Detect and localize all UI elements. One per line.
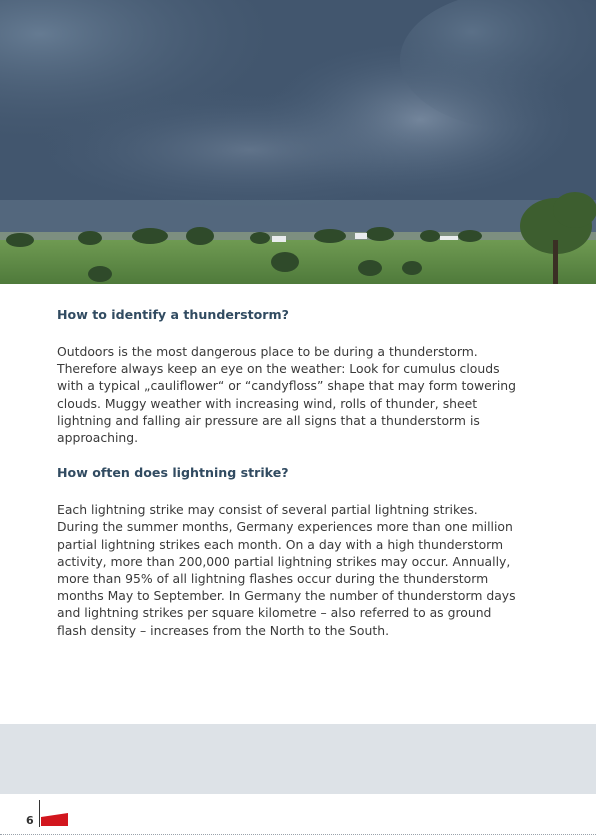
- footer-band: [0, 724, 596, 794]
- article-body: [57, 306, 517, 639]
- storm-landscape-illustration: [0, 0, 596, 284]
- page-bottom-divider: [0, 834, 596, 835]
- page-number: 6: [26, 814, 34, 827]
- dehn-logo-icon: [39, 800, 69, 827]
- brand-logo: [39, 800, 69, 827]
- section-paragraph-identify: Outdoors is the most dangerous place to be during a thunderstorm. Therefore always keep an eye on the weather: Look for cumulus clouds with a typical „cauliflower“ or “candyfloss” shape that may form towering clouds. Muggy weather with increasing wind, rolls of thunder, sheet lightning and falling air pressure are all signs that a thunderstorm is approaching.: [57, 344, 516, 446]
- section-heading-frequency: How often does lightning strike?: [57, 465, 289, 481]
- section-paragraph-frequency: Each lightning strike may consist of several partial lightning strikes. During the summer months, Germany experiences more than one million partial lightning strikes each month. On a day with a high thunderstorm activity, more than 200,000 partial lightning strikes may occur. Annually, more than 95% of all lightning flashes occur during the thunderstorm months May to September. In Germany the number of thunderstorm days and lightning strikes per square kilometre – also referred to as ground flash density – increases from the North to the South.: [57, 502, 516, 638]
- section-heading-identify: How to identify a thunderstorm?: [57, 307, 289, 322]
- hero-photo: [0, 0, 596, 284]
